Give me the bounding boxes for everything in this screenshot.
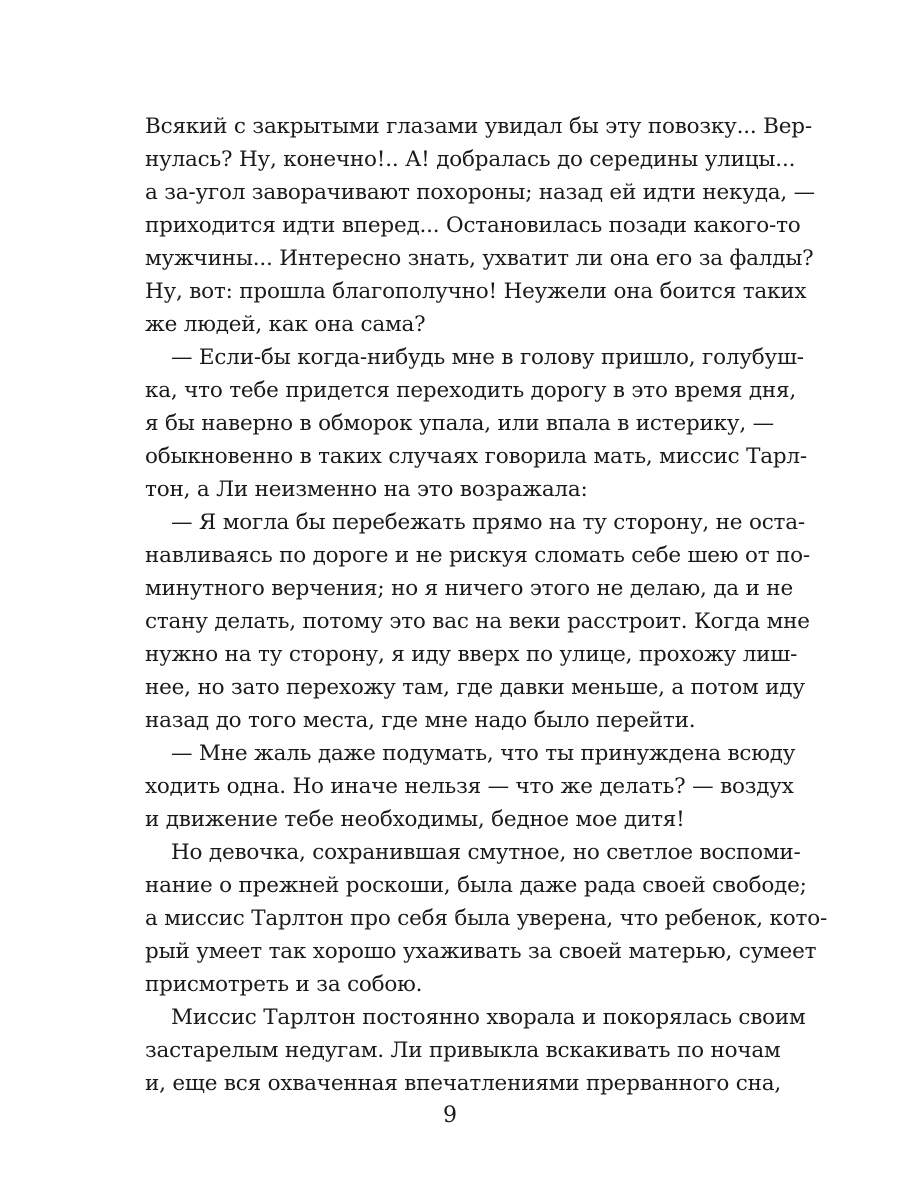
text-line: мужчины... Интересно знать, ухватит ли она его за фалды?	[145, 246, 814, 271]
text-line: Всякий с закрытыми глазами увидал бы эту повозку... Вер-	[145, 114, 812, 139]
text-line: же людей, как она сама?	[145, 312, 426, 337]
text-line: ка, что тебе придется переходить дорогу в это время дня,	[145, 378, 797, 403]
text-line: — Если-бы когда-нибудь мне в голову пришло, голубуш-	[171, 345, 804, 370]
text-line: и движение тебе необходимы, бедное мое дитя!	[145, 807, 685, 832]
text-line: приходится идти вперед... Остановилась позади какого-то	[145, 213, 801, 238]
text-line: и, еще вся охваченная впечатлениями прерванного сна,	[145, 1071, 781, 1096]
text-line: присмотреть и за собою.	[145, 972, 423, 997]
text-line: назад до того места, где мне надо было перейти.	[145, 708, 696, 733]
text-line: навливаясь по дороге и не рискуя сломать себе шею от по-	[145, 543, 810, 568]
text-line: минутного верчения; но я ничего этого не делаю, да и не	[145, 576, 793, 601]
text-line: застарелым недугам. Ли привыкла вскакивать по ночам	[145, 1038, 781, 1063]
text-line: нулась? Ну, конечно!.. А! добралась до середины улицы...	[145, 147, 796, 172]
text-line: стану делать, потому это вас на веки расстроит. Когда мне	[145, 609, 810, 634]
text-line: обыкновенно в таких случаях говорила мать, миссис Тарл-	[145, 444, 807, 469]
text-line: нание о прежней роскоши, была даже рада своей свободе;	[145, 873, 807, 898]
text-line: — Я могла бы перебежать прямо на ту сторону, не оста-	[171, 510, 805, 535]
text-line: рый умеет так хорошо ухаживать за своей матерью, сумеет	[145, 939, 817, 964]
text-line: я бы наверно в обморок упала, или впала в истерику, —	[145, 411, 774, 436]
text-line: а миссис Тарлтон про себя была уверена, что ребенок, кото-	[145, 906, 828, 931]
text-line: нее, но зато перехожу там, где давки меньше, а потом иду	[145, 675, 805, 700]
text-line: Ну, вот: прошла благополучно! Неужели она боится таких	[145, 279, 807, 304]
text-line: тон, а Ли неизменно на это возражала:	[145, 477, 588, 502]
text-line: а за-угол заворачивают похороны; назад ей идти некуда, —	[145, 180, 815, 205]
text-line: Миссис Тарлтон постоянно хворала и покорялась своим	[171, 1005, 806, 1030]
text-line: Но девочка, сохранившая смутное, но светлое воспоми-	[171, 840, 801, 865]
text-line: нужно на ту сторону, я иду вверх по улице, прохожу лиш-	[145, 642, 798, 667]
page-number: 9	[443, 1103, 457, 1128]
text-line: — Мне жаль даже подумать, что ты принуждена всюду	[171, 741, 796, 766]
text-line: ходить одна. Но иначе нельзя — что же делать? — воздух	[145, 774, 794, 799]
